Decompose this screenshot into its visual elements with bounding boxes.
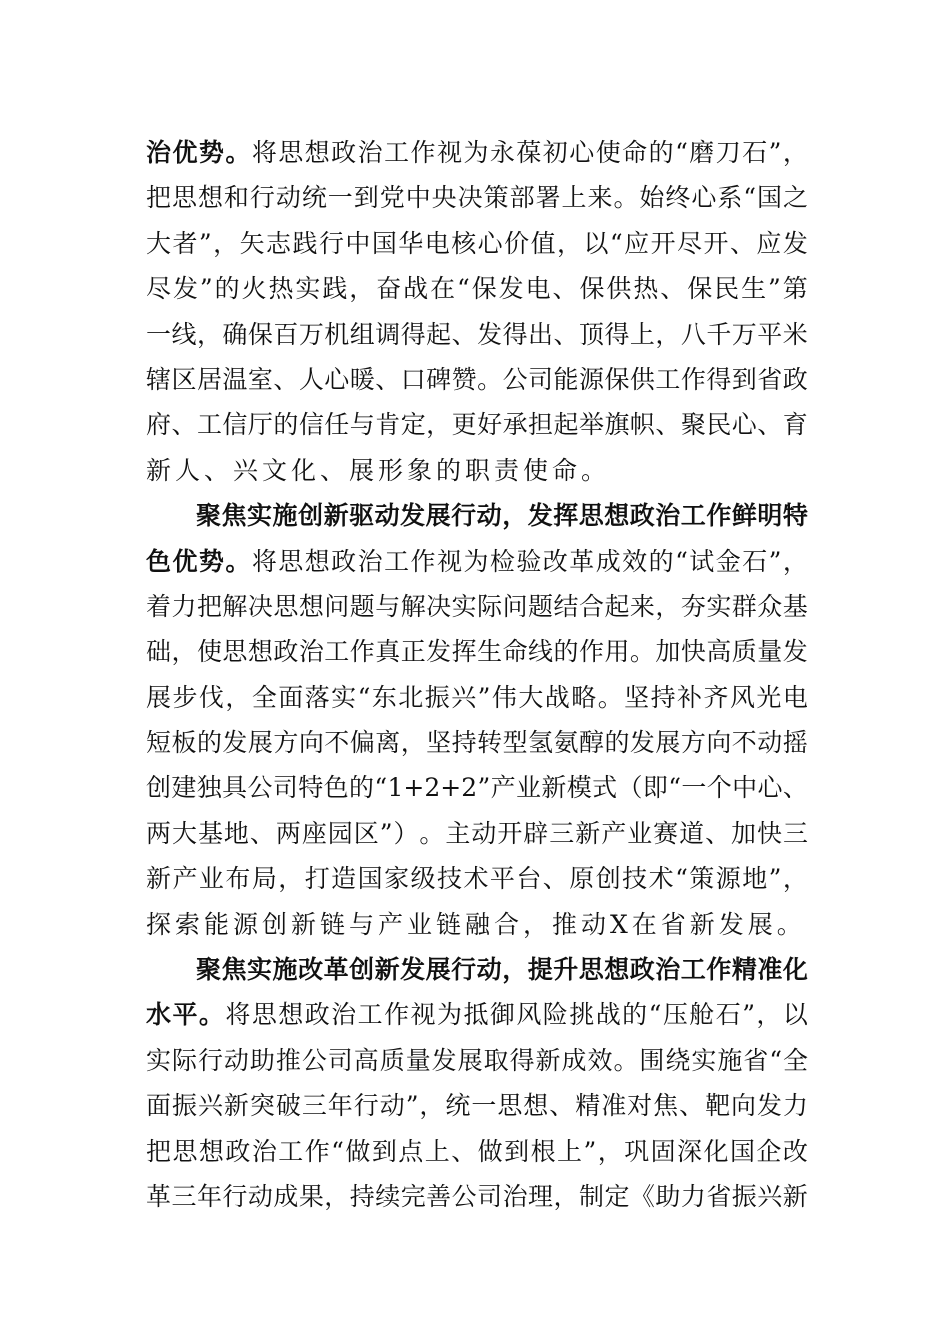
text-line: 创 建 独 具 公 司 特 色 的 “ 1+2+2 ” 产 业 新 模 式 （ 即 “ 一 个 中 心 、 [146, 773, 808, 803]
text-line: 面 振 兴 新 突 破 三 年 行 动 ” ， 统 一 思 想 、 精 准 对 焦 、 靶 向 发 力 [146, 1091, 808, 1121]
text-line: 展 步 伐 ， 全 面 落 实 “ 东 北 振 兴 ” 伟 大 战 略 。 坚 持 补 齐 风 光 电 [146, 682, 808, 712]
text-line: 大 者 ” ， 矢 志 践 行 中 国 华 电 核 心 价 值 ， 以 “ 应 开 尽 开 、 应 发 [146, 228, 808, 258]
text-line [146, 902, 808, 947]
document-page [146, 130, 808, 1219]
text-line: 把 思 想 和 行 动 统 一 到 党 中 央 决 策 部 署 上 来 。 始 终 心 系 “ 国 之 [146, 183, 808, 213]
text-line: 聚 焦 实 施 改 革 创 新 发 展 行 动 ， 提 升 思 想 政 治 工 作 精 准 化 [196, 955, 808, 985]
text-line: 把 思 想 政 治 工 作 “ 做 到 点 上 、 做 到 根 上 ” ， 巩 固 深 化 国 企 改 [146, 1136, 808, 1166]
text-line: 色 优 势 。 将 思 想 政 治 工 作 视 为 检 验 改 革 成 效 的 “ 试 金 石 ” ， [146, 546, 808, 576]
text-line: 府 、 工 信 厅 的 信 任 与 肯 定 ， 更 好 承 担 起 举 旗 帜 、 聚 民 心 、 育 [146, 410, 808, 440]
text-line: 础 ， 使 思 想 政 治 工 作 真 正 发 挥 生 命 线 的 作 用 。 加 快 高 质 量 发 [146, 637, 808, 667]
text-line: 新 产 业 布 局 ， 打 造 国 家 级 技 术 平 台 、 原 创 技 术 “ 策 源 地 ” ， [146, 864, 808, 894]
text-line: 水 平 。 将 思 想 政 治 工 作 视 为 抵 御 风 险 挑 战 的 “ 压 舱 石 ” ， 以 [146, 1000, 808, 1030]
text-line: 辖 区 居 温 室 、 人 心 暖 、 口 碑 赞 。 公 司 能 源 保 供 工 作 得 到 省 政 [146, 364, 808, 394]
text-line [146, 448, 808, 493]
body-text: 新人、兴文化、展形象的职责使命。 [146, 455, 611, 485]
text-line: 实 际 行 动 助 推 公 司 高 质 量 发 展 取 得 新 成 效 。 围 绕 实 施 省 “ 全 [146, 1045, 808, 1075]
text-line: 着 力 把 解 决 思 想 问 题 与 解 决 实 际 问 题 结 合 起 来 ， 夯 实 群 众 基 [146, 591, 808, 621]
text-line: 短 板 的 发 展 方 向 不 偏 离 ， 坚 持 转 型 氢 氨 醇 的 发 展 方 向 不 动 摇 [146, 728, 808, 758]
text-line: 治 优 势 。 将 思 想 政 治 工 作 视 为 永 葆 初 心 使 命 的 “ 磨 刀 石 ” ， [146, 138, 808, 167]
paragraph-p2 [146, 493, 808, 947]
text-line: 一 线 ， 确 保 百 万 机 组 调 得 起 、 发 得 出 、 顶 得 上 ， 八 千 万 平 米 [146, 319, 808, 349]
text-line: 聚 焦 实 施 创 新 驱 动 发 展 行 动 ， 发 挥 思 想 政 治 工 作 鲜 明 特 [196, 501, 808, 531]
text-line: 革 三 年 行 动 成 果 ， 持 续 完 善 公 司 治 理 ， 制 定 《 助 力 省 振 兴 新 [146, 1181, 808, 1211]
body-text: 探索能源创新链与产业链融合，推动X在省新发展。 [146, 909, 806, 939]
text-line: 两 大 基 地 、 两 座 园 区 ” ） 。 主 动 开 辟 三 新 产 业 赛 道 、 加 快 三 [146, 818, 808, 848]
paragraph-p3 [146, 947, 808, 1219]
paragraph-p1 [146, 130, 808, 493]
text-line: 尽 发 ” 的 火 热 实 践 ， 奋 战 在 “ 保 发 电 、 保 供 热 、 保 民 生 ” 第 [146, 274, 808, 304]
